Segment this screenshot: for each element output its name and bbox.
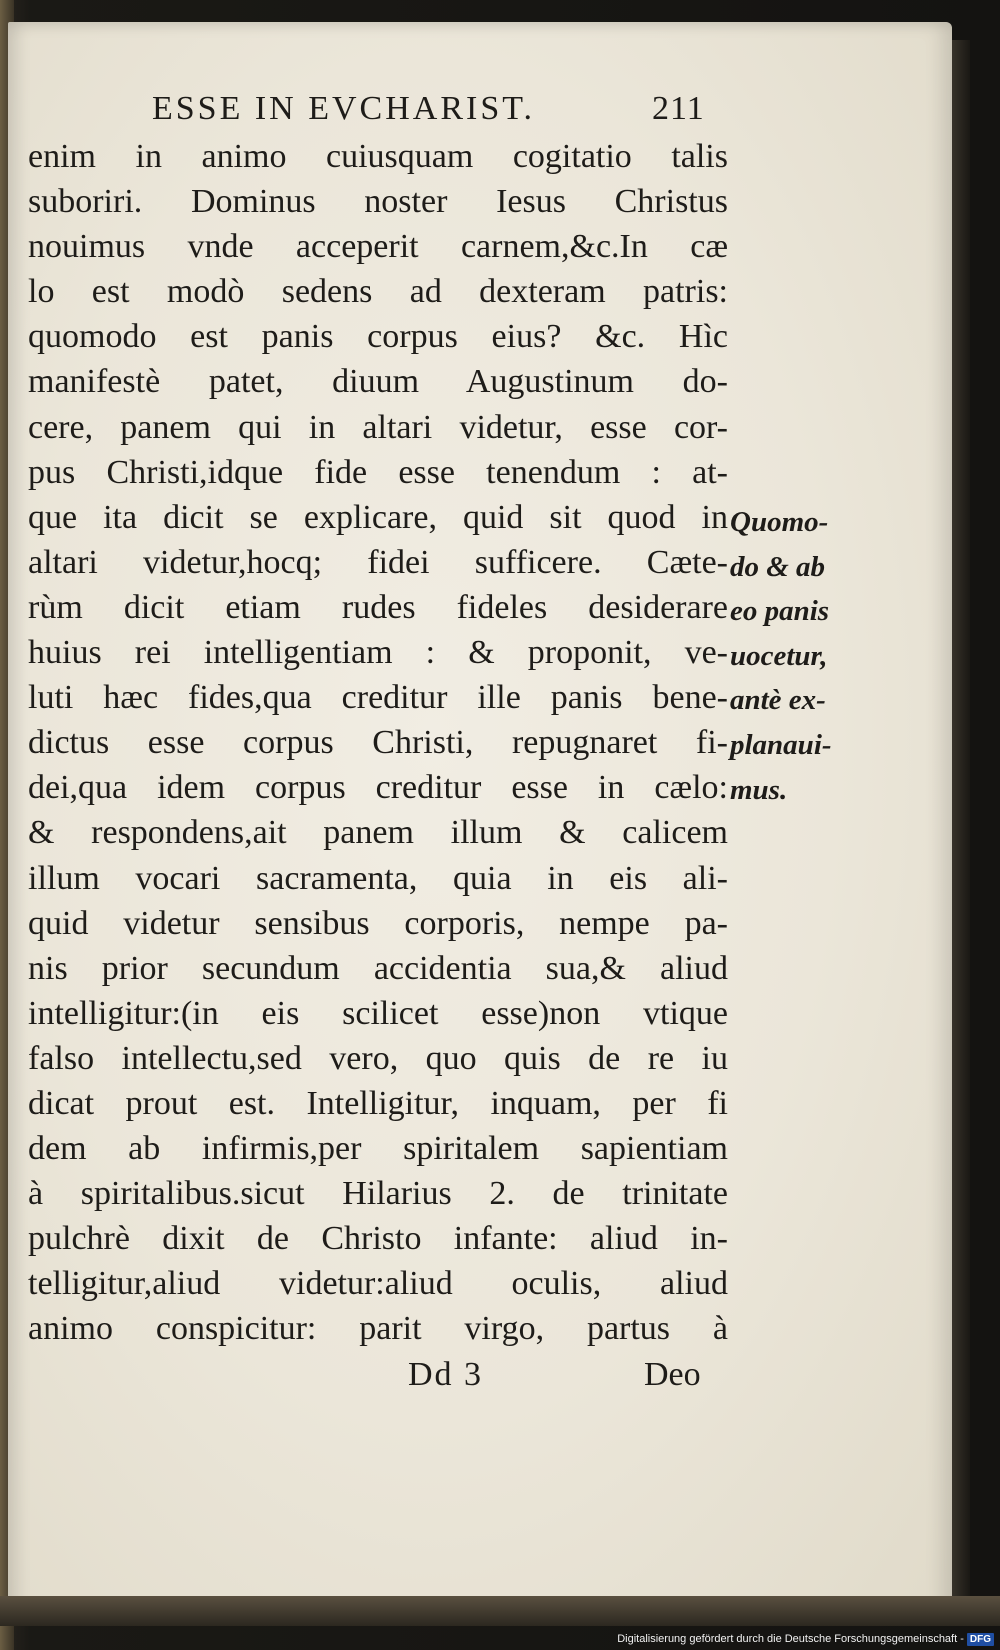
text-line: nouimus vnde acceperit carnem,&c.In cæ bbox=[28, 228, 728, 266]
text-line: telligitur,aliud videtur:aliud oculis, aliud bbox=[28, 1265, 728, 1303]
text-line: cere, panem qui in altari videtur, esse cor- bbox=[28, 408, 728, 446]
text-line: que ita dicit se explicare, quid sit quod in bbox=[28, 498, 728, 536]
margin-note-line: uocetur, bbox=[730, 639, 828, 672]
page-number: 211 bbox=[652, 90, 705, 127]
text-line: lo est modò sedens ad dexteram patris: bbox=[28, 273, 728, 311]
text-line: & respondens,ait panem illum & calicem bbox=[28, 814, 728, 852]
running-head-title: ESSE IN EVCHARIST. bbox=[152, 90, 535, 127]
text-line: à spiritalibus.sicut Hilarius 2. de trinitate bbox=[28, 1175, 728, 1213]
text-line: enim in animo cuiusquam cogitatio talis bbox=[28, 138, 728, 175]
margin-note-line: antè ex- bbox=[730, 684, 826, 717]
text-line: pulchrè dixit de Christo infante: aliud in- bbox=[28, 1220, 728, 1258]
text-line: pus Christi,idque fide esse tenendum : at- bbox=[28, 453, 728, 491]
text-line: huius rei intelligentiam : & proponit, ve- bbox=[28, 634, 728, 672]
margin-note-line: mus. bbox=[730, 773, 788, 806]
text-line: quid videtur sensibus corporis, nempe pa- bbox=[28, 904, 728, 942]
text-line: quomodo est panis corpus eius? &c. Hìc bbox=[28, 318, 728, 356]
text-line: nis prior secundum accidentia sua,& aliud bbox=[28, 949, 728, 987]
margin-note-line: planaui- bbox=[730, 728, 832, 761]
dfg-logo[interactable]: DFG bbox=[967, 1633, 994, 1646]
text-line: manifestè patet, diuum Augustinum do- bbox=[28, 363, 728, 401]
text-line: altari videtur,hocq; fidei sufficere. Cæte- bbox=[28, 543, 728, 581]
dfg-footer bbox=[617, 1630, 994, 1648]
body-text bbox=[28, 134, 728, 1352]
running-head bbox=[152, 90, 732, 128]
margin-note-line: do & ab bbox=[730, 550, 826, 583]
text-line: suboriri. Dominus noster Iesus Christus bbox=[28, 183, 728, 221]
margin-note-line: eo panis bbox=[730, 595, 830, 628]
text-line: falso intellectu,sed vero, quo quis de re iu bbox=[28, 1039, 728, 1077]
text-line: dicat prout est. Intelligitur, inquam, per fi bbox=[28, 1084, 728, 1122]
text-line: dem ab infirmis,per spiritalem sapientiam bbox=[28, 1130, 728, 1168]
text-line: rùm dicit etiam rudes fideles desiderare bbox=[28, 588, 728, 626]
text-line: dei,qua idem corpus creditur esse in cælo: bbox=[28, 769, 728, 807]
text-line: luti hæc fides,qua creditur ille panis bene- bbox=[28, 679, 728, 717]
book-bottom-edge bbox=[0, 1596, 1000, 1626]
margin-note bbox=[730, 500, 860, 812]
margin-note-line: Quomo- bbox=[730, 506, 829, 538]
text-line: illum vocari sacramenta, quia in eis ali- bbox=[28, 859, 728, 897]
page-edge bbox=[950, 40, 970, 1600]
catchword: Deo bbox=[644, 1356, 701, 1393]
text-line: animo conspicitur: parit virgo, partus à bbox=[28, 1310, 728, 1348]
dfg-credit: Digitalisierung gefördert durch die Deutsche Forschungsgemeinschaft - bbox=[617, 1633, 964, 1645]
text-line: intelligitur:(in eis scilicet esse)non vtique bbox=[28, 994, 728, 1032]
signature-mark: Dd 3 bbox=[408, 1356, 484, 1393]
text-line: dictus esse corpus Christi, repugnaret fi- bbox=[28, 724, 728, 762]
